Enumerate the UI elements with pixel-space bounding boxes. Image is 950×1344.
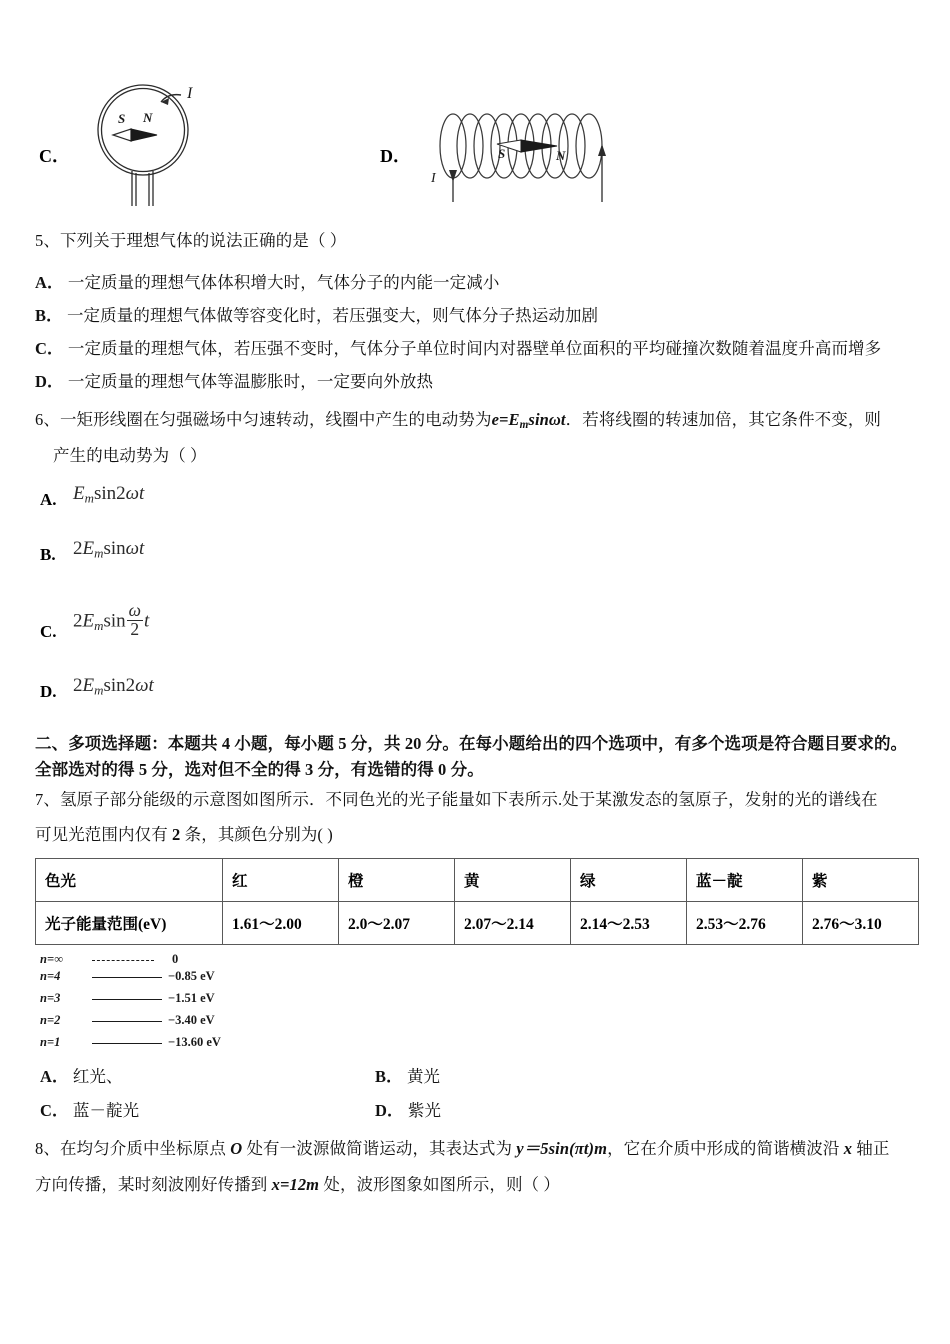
question-8-position-formula: x=12m	[271, 1175, 320, 1194]
question-6-option-b-letter: B.	[40, 545, 56, 564]
table-cell-energy-3: 2.07～2.14	[455, 902, 571, 945]
energy-level-label-infinity: n=∞	[40, 952, 63, 966]
question-7-stem-line2-part1: 可见光范围内仅有	[35, 825, 173, 844]
loop-current-label: I	[187, 85, 193, 102]
table-cell-header-2: 橙	[339, 859, 455, 902]
question-7-option-b	[375, 1064, 440, 1090]
solenoid-n-pole-label: N	[556, 148, 566, 163]
table-cell-header-1: 红	[223, 859, 339, 902]
current-loop-diagram	[85, 78, 215, 208]
table-row-energy	[36, 902, 919, 945]
question-5-option-a	[35, 270, 499, 296]
table-cell-header-4: 绿	[571, 859, 687, 902]
photon-energy-table	[35, 858, 919, 945]
question-8-text-5: 方向传播，某时刻波刚好传播到	[35, 1175, 272, 1194]
table-cell-header-0: 色光	[36, 859, 223, 902]
question-6-option-d-letter: D.	[40, 682, 57, 701]
question-7-option-c-letter: C．	[40, 1101, 69, 1120]
question-6-option-d	[40, 670, 340, 702]
table-cell-energy-5: 2.53～2.76	[687, 902, 803, 945]
question-8-text-1: 8、在均匀介质中坐标原点	[35, 1139, 231, 1158]
question-8-stem-line2	[35, 1172, 560, 1198]
question-8-text-6: 处，波形图象如图所示，则（ ）	[319, 1175, 560, 1194]
question-7-option-c-text: 蓝－靛光	[72, 1101, 140, 1120]
loop-s-pole-label: S	[118, 111, 126, 126]
energy-level-line-infinity	[92, 960, 154, 961]
solenoid-diagram	[425, 98, 635, 208]
question-6-stem-line1	[35, 407, 881, 435]
question-5-stem: 5、下列关于理想气体的说法正确的是（ ）	[35, 231, 347, 250]
energy-level-line-2	[92, 1021, 162, 1022]
question-7-option-b-text: 黄光	[406, 1067, 441, 1086]
question-5-option-b-text: 一定质量的理想气体做等容变化时，若压强变大，则气体分子热运动加剧	[66, 306, 599, 325]
section-2-header-line1: 二、多项选择题：本题共 4 小题，每小题 5 分，共 20 分。在每小题给出的四个选项中，有多个选项是符合题目要求的。	[35, 734, 908, 753]
question-7-stem-line1: 7、氢原子部分能级的示意图如图所示．不同色光的光子能量如下表所示.处于某激发态的氢原子，发射的光的谱线在	[35, 790, 878, 809]
question-7-option-d	[375, 1098, 441, 1124]
energy-level-value-4: −0.85 eV	[168, 969, 215, 983]
question-8-text-2: 处有一波源做简谐运动，其表达式为	[242, 1139, 517, 1158]
question-6-stem-line2: 产生的电动势为（ ）	[53, 446, 207, 465]
question-5-option-b	[35, 303, 598, 329]
question-8-origin-symbol: O	[230, 1139, 243, 1158]
question-5-option-c-text: 一定质量的理想气体，若压强不变时，气体分子单位时间内对器壁单位面积的平均碰撞次数随着温度升高而增多	[67, 339, 882, 358]
solenoid-s-pole-label: S	[498, 146, 506, 161]
energy-level-value-3: −1.51 eV	[168, 991, 215, 1005]
question-5-option-c-letter: C．	[35, 339, 64, 358]
section-2-header-line2: 全部选对的得 5 分，选对但不全的得 3 分，有选错的得 0 分。	[35, 760, 484, 779]
energy-level-line-4	[92, 977, 162, 978]
table-cell-energy-6: 2.76～3.10	[803, 902, 919, 945]
energy-level-line-3	[92, 999, 162, 1000]
question-7-option-a	[40, 1064, 123, 1090]
question-7-option-a-letter: A．	[40, 1067, 69, 1086]
solenoid-current-label: I	[431, 171, 436, 186]
energy-level-value-1: −13.60 eV	[168, 1035, 221, 1049]
question-7-option-a-text: 红光、	[72, 1067, 123, 1086]
energy-level-row-3	[40, 991, 270, 1007]
question-6-option-a-expression: $E_m\sin 2\omega t$	[73, 483, 145, 506]
table-row-header	[36, 859, 919, 902]
question-6-option-b	[40, 533, 340, 565]
question-8-x-axis-symbol: x	[843, 1139, 853, 1158]
question-6-stem-text1: 6、一矩形线圈在匀强磁场中匀速转动，线圈中产生的电动势为	[35, 410, 492, 429]
energy-level-line-1	[92, 1043, 162, 1044]
energy-level-value-2: −3.40 eV	[168, 1013, 215, 1027]
energy-level-value-infinity: 0	[172, 952, 179, 966]
question-7-line-count: 2	[172, 825, 181, 844]
energy-level-row-1	[40, 1035, 270, 1051]
energy-level-label-4: n=4	[40, 969, 61, 983]
question-5-option-c	[35, 336, 881, 362]
figure-option-c-label: C．	[39, 146, 70, 166]
question-8-text-3: ，它在介质中形成的简谐横波沿	[607, 1139, 844, 1158]
question-6-inline-formula: $e=E_m\sin\omega t$	[491, 410, 566, 432]
question-6-option-c-expression: $2E_m\sin$ $\frac{\omega}{2}$ t	[73, 600, 150, 640]
question-5-option-a-text: 一定质量的理想气体体积增大时，气体分子的内能一定减小	[67, 273, 500, 292]
question-7-option-d-letter: D．	[375, 1101, 404, 1120]
question-6-option-a	[40, 478, 340, 510]
question-7-stem-line2-part2: 条，其颜色分别为( )	[180, 825, 333, 844]
question-6-stem-text2: ．若将线圈的转速加倍，其它条件不变，则	[565, 410, 882, 429]
table-cell-energy-2: 2.0～2.07	[339, 902, 455, 945]
question-6-option-d-expression: $2E_m\sin 2\omega t$	[73, 675, 154, 698]
question-7-stem-line2	[35, 822, 333, 848]
question-5-option-d	[35, 369, 433, 395]
hydrogen-energy-level-diagram	[40, 952, 270, 1057]
question-5-option-a-letter: A．	[35, 273, 64, 292]
question-6-option-c-letter: C.	[40, 622, 57, 641]
question-5-option-d-text: 一定质量的理想气体等温膨胀时，一定要向外放热	[67, 372, 434, 391]
table-cell-header-5: 蓝－靛	[687, 859, 803, 902]
table-cell-energy-0: 光子能量范围(eV)	[36, 902, 223, 945]
loop-n-pole-label: N	[143, 110, 153, 125]
table-cell-energy-4: 2.14～2.53	[571, 902, 687, 945]
question-8-wave-formula: y＝5sin(πt)m	[516, 1139, 608, 1158]
question-7-option-b-letter: B．	[375, 1067, 403, 1086]
question-6-option-b-expression: $2E_m\sin\omega t$	[73, 538, 145, 561]
energy-level-row-2	[40, 1013, 270, 1029]
energy-level-row-4	[40, 969, 270, 985]
figure-row-options-cd	[35, 78, 915, 213]
table-cell-header-6: 紫	[803, 859, 919, 902]
question-5-option-d-letter: D．	[35, 372, 64, 391]
energy-level-label-3: n=3	[40, 991, 61, 1005]
question-7-option-d-text: 紫光	[407, 1101, 442, 1120]
question-8-stem-line1	[35, 1136, 889, 1162]
question-6-option-a-letter: A.	[40, 490, 57, 509]
table-cell-header-3: 黄	[455, 859, 571, 902]
question-5-option-b-letter: B．	[35, 306, 63, 325]
energy-level-label-2: n=2	[40, 1013, 61, 1027]
question-8-text-4: 轴正	[852, 1139, 890, 1158]
question-7-option-c	[40, 1098, 139, 1124]
question-6-option-c	[40, 600, 340, 642]
energy-level-row-infinity	[40, 952, 270, 968]
figure-option-d-label: D．	[380, 146, 411, 166]
energy-level-label-1: n=1	[40, 1035, 61, 1049]
table-cell-energy-1: 1.61～2.00	[223, 902, 339, 945]
